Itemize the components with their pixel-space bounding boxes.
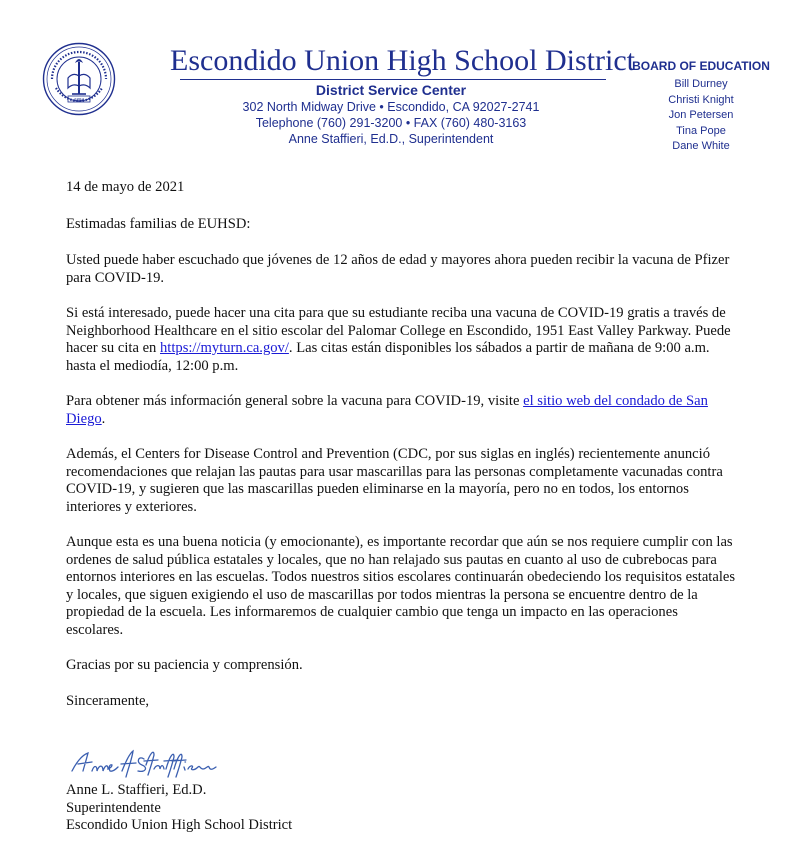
seal-year: 1894 bbox=[73, 97, 85, 102]
superintendent-line: Anne Staffieri, Ed.D., Superintendent bbox=[288, 132, 494, 146]
signer-title: Superintendente bbox=[66, 799, 161, 816]
board-title: BOARD OF EDUCATION bbox=[632, 59, 770, 73]
district-name: Escondido Union High School District bbox=[170, 44, 635, 77]
district-seal-icon bbox=[42, 42, 116, 116]
handwritten-signature bbox=[66, 745, 246, 779]
board-member: Christi Knight bbox=[668, 93, 734, 106]
paragraph-1: Usted puede haber escuchado que jóvenes de 12 años de edad y mayores ahora pueden recibir la vacuna de Pfizer para COVID-19. bbox=[66, 252, 730, 286]
county-website-link[interactable]: el sitio web del condado de San Diego bbox=[66, 393, 708, 427]
thanks-line: Gracias por su paciencia y comprensión. bbox=[66, 657, 303, 673]
paragraph-2-start: Si está interesado, puede hacer una cita para que su estudiante reciba una vacuna de COVID-19 gratis a través de Neighborhood Healthcare en el sitio escolar del Palomar College en Escondido, 1951 East Valley Parkway. Puede hacer su cita en bbox=[66, 305, 731, 356]
board-member: Jon Petersen bbox=[668, 109, 734, 121]
board-member: Tina Pope bbox=[676, 124, 726, 137]
paragraph-3-start: Para obtener más información general sobre la vacuna para COVID-19, visite bbox=[66, 393, 524, 409]
signature-block bbox=[66, 782, 292, 835]
paragraph-5: Aunque esta es una buena noticia (y emocionante), es importante recordar que aún se nos requiere cumplir con las ordenes de salud pública estatales y locales, que no han relajado sus pautas en cuanto al uso de cubrebocas para entornos interiores en las escuelas. Todos nuestros sitios escolares continuarán obedeciendo los requisitos estatales y locales, que siguen exigiendo el uso de mascarillas por todos mientras la persona se encuentre dentro de la propiedad de la escuela. Les informaremos de cualquier cambio que tenga un impacto en las operaciones escolares. bbox=[66, 534, 736, 638]
paragraph-2-end: . Las citas están disponibles los sábados a partir de mañana de 9:00 a.m. hasta el mediodía, 12:00 p.m. bbox=[66, 340, 710, 374]
signer-name: Anne L. Staffieri, Ed.D. bbox=[66, 782, 207, 798]
paragraph-3-end: . bbox=[101, 410, 106, 427]
myturn-link[interactable]: https://myturn.ca.gov/ bbox=[160, 340, 289, 356]
letter-body bbox=[66, 179, 736, 710]
paragraph-2 bbox=[66, 305, 736, 375]
signer-district: Escondido Union High School District bbox=[66, 817, 293, 833]
salutation: Estimadas familias de EUHSD: bbox=[66, 215, 251, 232]
letterhead bbox=[170, 44, 635, 147]
letter-date: 14 de mayo de 2021 bbox=[66, 179, 185, 195]
board-member: Dane White bbox=[672, 140, 730, 152]
board-member: Bill Durney bbox=[674, 78, 728, 90]
address: 302 North Midway Drive • Escondido, CA 92027-2741 bbox=[242, 100, 540, 114]
paragraph-4: Además, el Centers for Disease Control and Prevention (CDC, por sus siglas en inglés) recientemente anunció recomendaciones que relajan las pautas para usar mascarillas para las personas completamente vacunadas contra COVID-19, y sugieren que las mascarillas pueden eliminarse en la mayoría, pero no en todos, los entornos interiores y exteriores. bbox=[66, 446, 723, 515]
paragraph-3 bbox=[66, 393, 736, 428]
header-rule bbox=[180, 79, 606, 80]
service-center: District Service Center bbox=[315, 82, 467, 98]
board-of-education bbox=[628, 58, 774, 155]
closing: Sinceramente, bbox=[66, 692, 150, 709]
phone-fax: Telephone (760) 291-3200 • FAX (760) 480-3163 bbox=[255, 116, 527, 130]
